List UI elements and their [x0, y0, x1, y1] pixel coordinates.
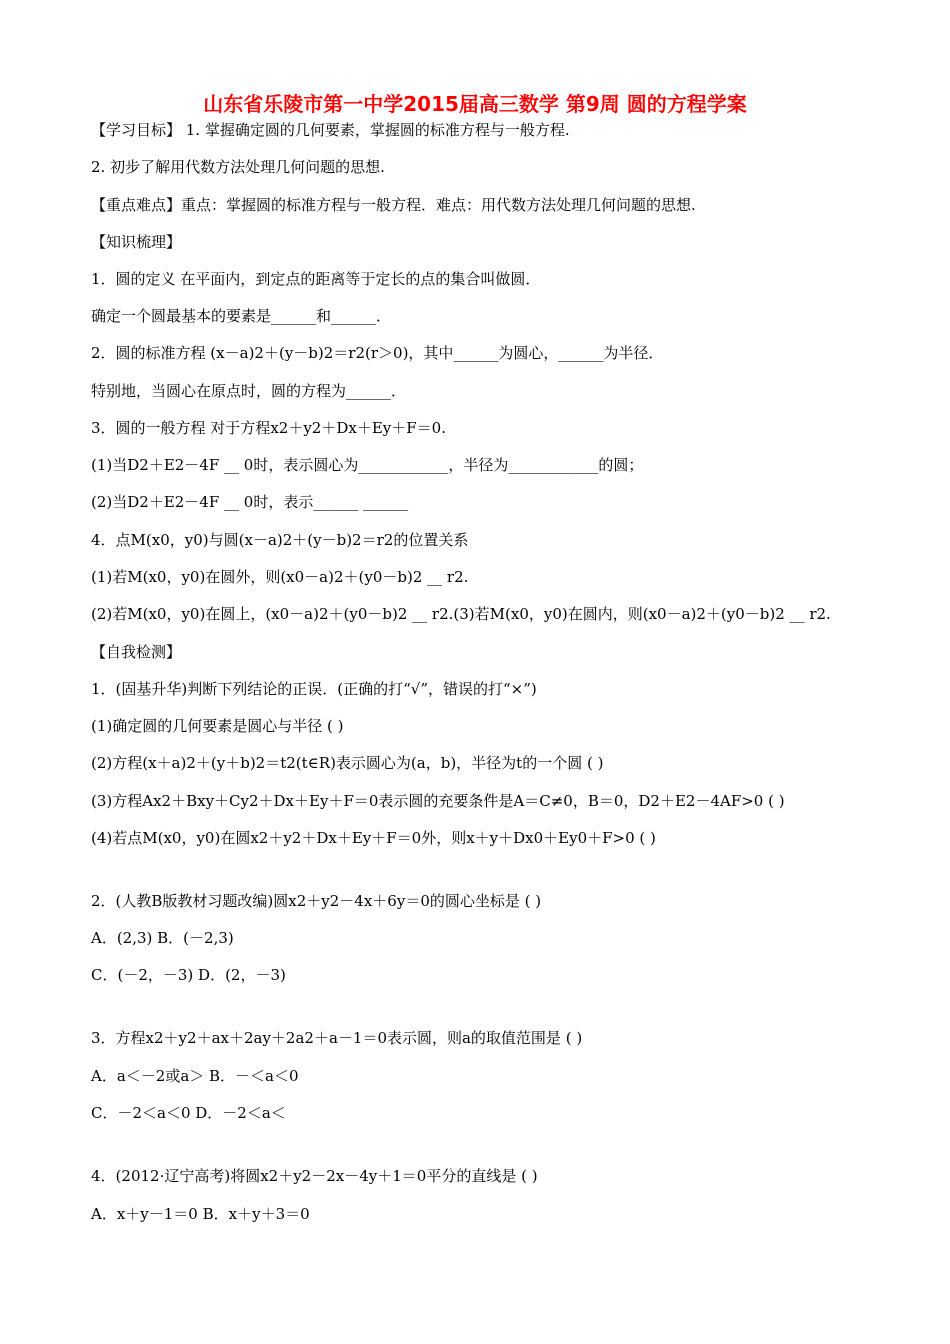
- general-equation-line: 3．圆的一般方程 对于方程x2＋y2＋Dx＋Ey＋F＝0.: [91, 419, 446, 437]
- question-4-options-ab: A．x＋y－1＝0 B．x＋y＋3＝0: [91, 1205, 310, 1223]
- point-on-inside-line: (2)若M(x0，y0)在圆上，(x0－a)2＋(y0－b)2 __ r2.(3)若M(x0，y0)在圆内，则(x0－a)2＋(y0－b)2 __ r2.: [91, 605, 831, 623]
- general-case-2-line: (2)当D2＋E2－4F __ 0时，表示______ ______: [91, 493, 409, 511]
- circle-elements-line: 确定一个圆最基本的要素是______和______．: [91, 307, 392, 325]
- point-outside-line: (1)若M(x0，y0)在圆外，则(x0－a)2＋(y0－b)2 __ r2.: [91, 568, 469, 586]
- question-1-item-1: (1)确定圆的几何要素是圆心与半径 ( ): [91, 717, 344, 735]
- section-heading-knowledge: 【知识梳理】: [91, 233, 182, 251]
- question-2-stem: 2．(人教B版教材习题改编)圆x2＋y2－4x＋6y＝0的圆心坐标是 ( ): [91, 892, 542, 910]
- question-1-stem: 1．(固基升华)判断下列结论的正误．(正确的打“√”，错误的打“×”): [91, 680, 537, 698]
- question-3-options-cd: C．－2＜a＜0 D．－2＜a＜: [91, 1104, 286, 1122]
- learning-goals-line: 【学习目标】 1. 掌握确定圆的几何要素，掌握圆的标准方程与一般方程.: [91, 121, 570, 139]
- question-3-stem: 3．方程x2＋y2＋ax＋2ay＋2a2＋a－1＝0表示圆，则a的取值范围是 ( ): [91, 1029, 583, 1047]
- key-points-line: 【重点难点】重点：掌握圆的标准方程与一般方程．难点：用代数方法处理几何问题的思想.: [91, 196, 696, 214]
- question-2-options-cd: C．(－2，－3) D．(2，－3): [91, 966, 286, 984]
- standard-equation-line: 2．圆的标准方程 (x－a)2＋(y－b)2＝r2(r＞0)，其中______为圆心，______为半径．: [91, 344, 664, 362]
- question-3-options-ab: A．a＜－2或a＞ B．－＜a＜0: [91, 1067, 299, 1085]
- question-1-item-4: (4)若点M(x0，y0)在圆x2＋y2＋Dx＋Ey＋F＝0外，则x＋y＋Dx0＋Ey0＋F>0 ( ): [91, 829, 656, 847]
- question-1-item-2: (2)方程(x＋a)2＋(y＋b)2＝t2(t∈R)表示圆心为(a，b)，半径为t的一个圆 ( ): [91, 754, 604, 772]
- section-heading-self-check: 【自我检测】: [91, 643, 182, 661]
- document-title: 山东省乐陵市第一中学2015届高三数学 第9周 圆的方程学案: [203, 92, 747, 116]
- circle-definition-line: 1．圆的定义 在平面内，到定点的距离等于定长的点的集合叫做圆．: [91, 270, 541, 288]
- origin-case-line: 特别地，当圆心在原点时，圆的方程为______．: [91, 382, 407, 400]
- general-case-1-line: (1)当D2＋E2－4F __ 0时，表示圆心为____________，半径为____________的圆；: [91, 456, 644, 474]
- question-4-stem: 4．(2012·辽宁高考)将圆x2＋y2－2x－4y＋1＝0平分的直线是 ( ): [91, 1167, 538, 1185]
- question-1-item-3: (3)方程Ax2＋Bxy＋Cy2＋Dx＋Ey＋F＝0表示圆的充要条件是A＝C≠0，B＝0，D2＋E2－4AF>0 ( ): [91, 792, 785, 810]
- point-position-line: 4．点M(x0，y0)与圆(x－a)2＋(y－b)2＝r2的位置关系: [91, 531, 469, 549]
- learning-goals-line-2: 2. 初步了解用代数方法处理几何问题的思想.: [91, 158, 385, 176]
- question-2-options-ab: A．(2,3) B．(－2,3): [91, 929, 234, 947]
